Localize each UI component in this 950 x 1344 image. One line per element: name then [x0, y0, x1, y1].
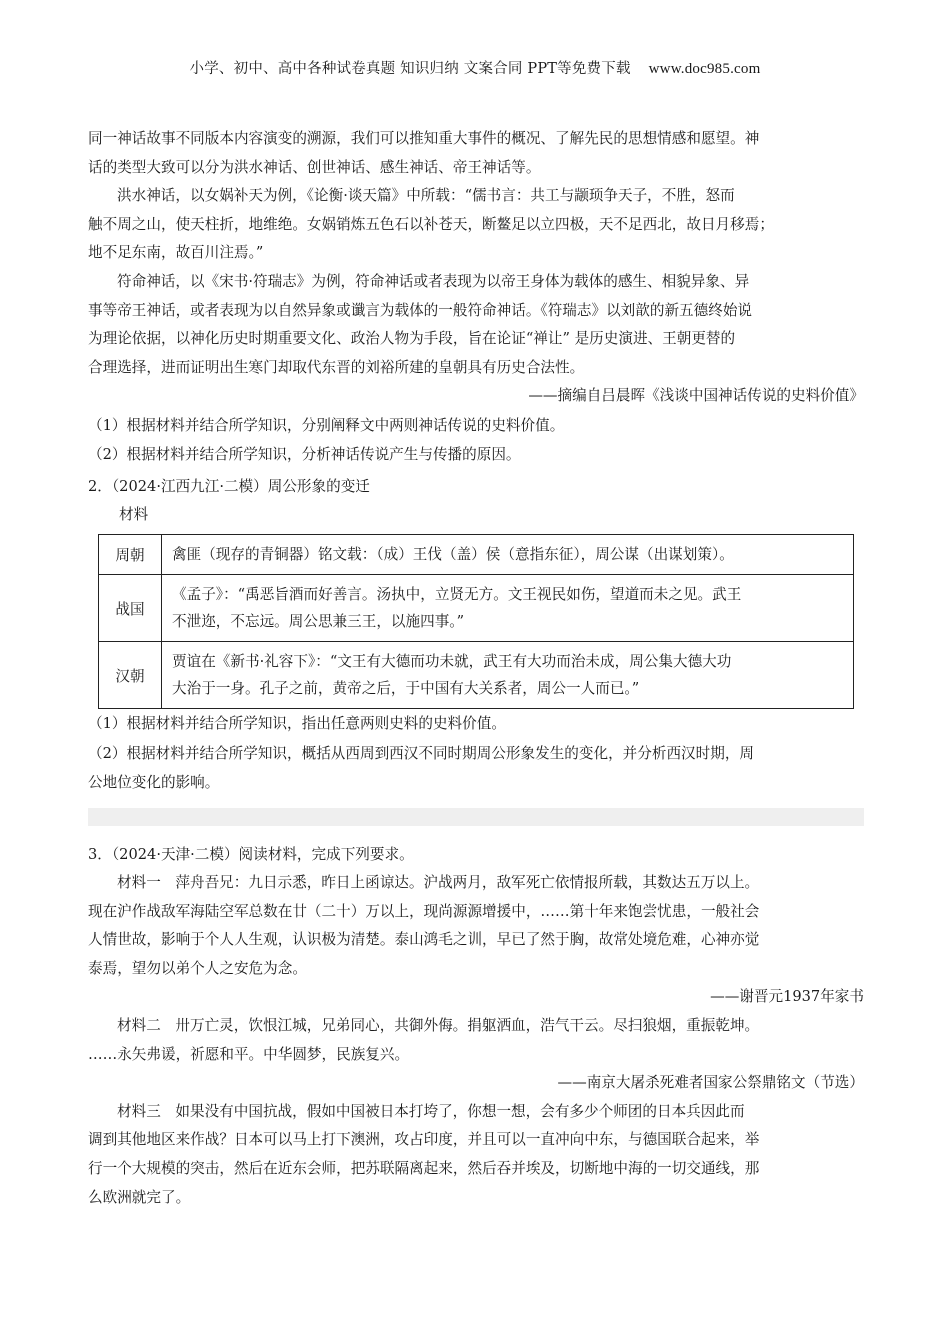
- q1-fuming-line: 合理选择，进而证明出生寒门却取代东晋的刘裕所建的皇朝具有历史合法性。: [88, 358, 585, 376]
- cell-line: 大治于一身。孔子之前，黄帝之后，于中国有大关系者，周公一人而已。”: [172, 680, 640, 698]
- text-cell: [162, 575, 854, 642]
- q3-m3-line: 材料三 如果没有中国抗战，假如中国被日本打垮了，你想一想，会有多少个师团的日本兵因此而: [117, 1102, 745, 1120]
- header-url[interactable]: www.doc985.com: [648, 61, 761, 77]
- q1-question-1: （1）根据材料并结合所学知识，分别阐释文中两则神话传说的史料价值。: [88, 416, 565, 434]
- q3-m1-line: 人情世故，影响于个人人生观，认识极为清楚。泰山鸿毛之训，早已了然于胸，故常处境危难，心神亦觉: [88, 931, 760, 949]
- table-row: [99, 535, 854, 575]
- q2-material-label: 材料: [119, 506, 149, 524]
- header-text: 小学、初中、高中各种试卷真题 知识归纳 文案合同 PPT等免费下载: [189, 61, 631, 77]
- q2-question-2-cont: 公地位变化的影响。: [88, 774, 220, 792]
- q2-title: 2．（2024·江西九江·二模）周公形象的变迁: [88, 477, 370, 495]
- era-cell: 战国: [99, 575, 162, 642]
- q3-m1-line: 现在沪作战敌军海陆空军总数在廿（二十）万以上，现尚源源增援中，……第十年来饱尝忧患，一般社会: [88, 902, 760, 920]
- q3-m2-line: 材料二 卅万亡灵，饮恨江城，兄弟同心，共御外侮。捐躯洒血，浩气干云。尽扫狼烟，重振乾坤。: [117, 1017, 760, 1034]
- q3-m1-source: ——谢晋元1937年家书: [710, 988, 864, 1006]
- q3-m2-source: ——南京大屠杀死难者国家公祭鼎铭文（节选）: [557, 1074, 864, 1092]
- q3-m1-line: 材料一 萍舟吾兄：九日示悉，昨日上函谅达。沪战两月，敌军死亡依情报所载，其数达五万以上。: [117, 874, 760, 892]
- cell-line: 不泄迩，不忘远。周公思兼三王，以施四事。”: [172, 613, 465, 631]
- document-body: [88, 125, 864, 1212]
- q1-flood-line: 洪水神话，以女娲补天为例，《论衡·谈天篇》中所载：“儒书言：共工与颛顼争天子，不胜，怒而: [117, 187, 735, 205]
- cell-line: 禽匪（现存的青铜器）铭文载：（成）王伐（盖）侯（意指东征），周公谋（出谋划策）。: [172, 546, 734, 564]
- page-header: [0, 57, 950, 78]
- era-cell: 周朝: [99, 535, 162, 575]
- cell-line: 《孟子》：“禹恶旨酒而好善言。汤执中，立贤无方。文王视民如伤，望道而未之见。武王: [172, 586, 742, 604]
- q3-m1-line: 泰焉，望勿以弟个人之安危为念。: [88, 959, 307, 977]
- text-cell: [162, 535, 854, 575]
- q1-flood-line: 触不周之山，使天柱折，地维绝。女娲销炼五色石以补苍天，断鳌足以立四极，天不足西北，故日月移焉；: [88, 215, 774, 233]
- q1-fuming-line: 事等帝王神话，或者表现为以自然异象或谶言为载体的一般符命神话。《符瑞志》以刘歆的新五德终始说: [88, 301, 753, 319]
- q1-intro-line: 同一神话故事不同版本内容演变的溯源，我们可以推知重大事件的概况、了解先民的思想情感和愿望。神: [88, 130, 760, 147]
- q3-m3-line: 行一个大规模的突击，然后在近东会师，把苏联隔离起来，然后吞并埃及，切断地中海的一切交通线，那: [88, 1159, 760, 1177]
- q3-title: 3．（2024·天津·二模）阅读材料，完成下列要求。: [88, 845, 414, 863]
- answer-band: [88, 808, 864, 826]
- table-row: [99, 575, 854, 642]
- q1-question-2: （2）根据材料并结合所学知识，分析神话传说产生与传播的原因。: [88, 446, 521, 464]
- table-row: [99, 642, 854, 709]
- era-cell: 汉朝: [99, 642, 162, 709]
- q3-m2-line: ……永矢弗谖，祈愿和平。中华圆梦，民族复兴。: [88, 1045, 410, 1063]
- q2-question-1: （1）根据材料并结合所学知识，指出任意两则史料的史料价值。: [88, 715, 506, 733]
- q3-m3-line: 调到其他地区来作战？日本可以马上打下澳洲，攻占印度，并且可以一直冲向中东，与德国联合起来，举: [88, 1131, 760, 1149]
- q1-intro-line: 话的类型大致可以分为洪水神话、创世神话、感生神话、帝王神话等。: [88, 158, 541, 176]
- q1-fuming-line: 符命神话，以《宋书·符瑞志》为例，符命神话或者表现为以帝王身体为载体的感生、相貌异象、异: [117, 272, 750, 290]
- q1-source: ——摘编自吕晨晖《浅谈中国神话传说的史料价值》: [528, 387, 864, 405]
- cell-line: 贾谊在《新书·礼容下》：“文王有大德而功未就，武王有大功而治未成，周公集大德大功: [172, 653, 732, 671]
- text-cell: [162, 642, 854, 709]
- q1-fuming-line: 为理论依据，以神化历史时期重要文化、政治人物为手段，旨在论证“禅让” 是历史演进、王朝更替的: [88, 330, 736, 348]
- q2-question-2: （2）根据材料并结合所学知识，概括从西周到西汉不同时期周公形象发生的变化，并分析西汉时期，周: [88, 744, 755, 762]
- q3-m3-line: 么欧洲就完了。: [88, 1188, 191, 1206]
- q2-material-table: [98, 534, 854, 709]
- q1-flood-line: 地不足东南，故百川注焉。”: [88, 244, 264, 262]
